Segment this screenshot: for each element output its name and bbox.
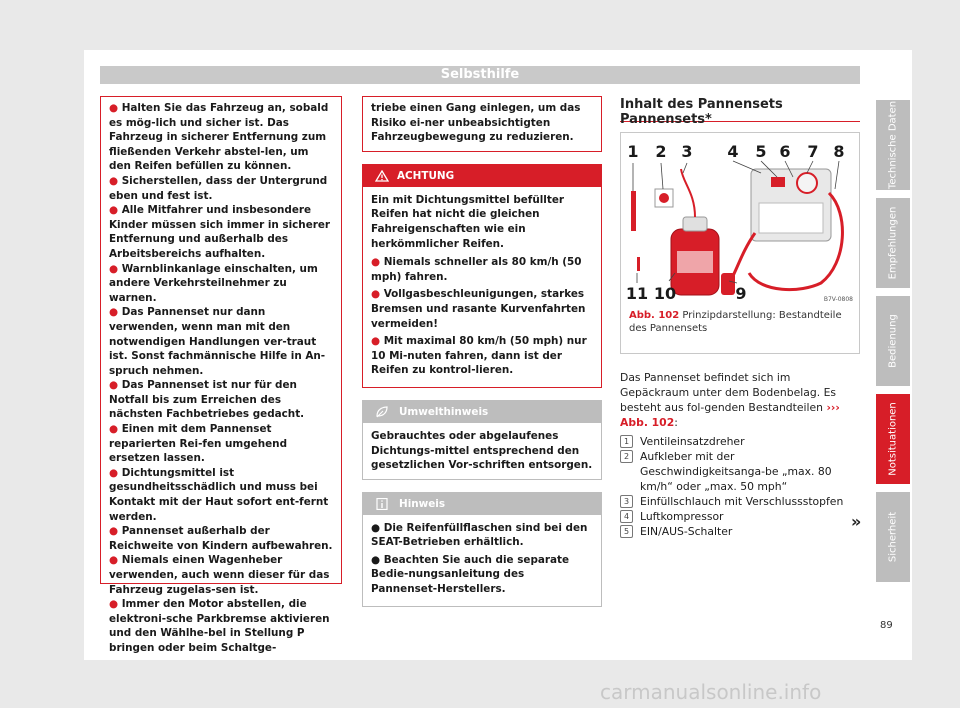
warning-box: [362, 164, 602, 388]
info-icon: [375, 498, 389, 510]
component-list-item: [620, 434, 860, 449]
warning-bullet: [371, 255, 593, 284]
bullet-text: Das Pannenset ist nur für den Notfall bis zum Erreichen des nächsten Fachbetriebes gedacht.: [109, 379, 305, 421]
bullet-text: Niemals schneller als 80 km/h (50 mph) fahren.: [371, 256, 582, 283]
figure-callout-label: 7: [807, 142, 819, 161]
tab-label: Empfehlungen: [887, 206, 899, 280]
safety-bullet: [109, 597, 333, 655]
note-body: [363, 515, 601, 606]
figure-callout-label: 2: [655, 142, 667, 161]
bullet-dot-icon: ●: [109, 466, 122, 479]
compressor-label-area: [759, 203, 823, 233]
figure-callout-label: 3: [681, 142, 693, 161]
intro-colon: :: [674, 416, 678, 429]
environment-title: Umwelthinweis: [399, 405, 489, 418]
tab-sicherheit[interactable]: [876, 492, 910, 582]
bullet-dot-icon: ●: [109, 306, 122, 319]
bullet-dot-icon: ●: [371, 335, 384, 348]
bullet-text: Pannenset außerhalb der Reichweite von Kindern aufbewahren.: [109, 525, 333, 552]
figure-callout-label: 8: [833, 142, 845, 161]
switch-shape: [771, 177, 785, 187]
tab-label: Notsituationen: [887, 402, 899, 476]
bullet-dot-icon: ●: [371, 553, 384, 566]
tab-bedienung[interactable]: [876, 296, 910, 386]
page-header: Selbsthilfe: [100, 66, 860, 84]
warning-intro: Ein mit Dichtungsmittel befüllter Reifen hat nicht die gleichen Fahreigenschaften wie ein herkömmlicher Reifen.: [371, 193, 564, 250]
environment-header: [363, 401, 601, 423]
bullet-text: Das Pannenset nur dann verwenden, wenn man mit den notwendigen Handlungen ver-traut ist. Sonst fachmännische Hilfe in An-spruch nehmen.: [109, 306, 326, 377]
component-name: Einfüllschlauch mit Verschlussstopfen: [640, 495, 844, 508]
component-list-item: [620, 449, 860, 494]
safety-bullet: [109, 378, 333, 422]
tab-label: Sicherheit: [887, 511, 899, 563]
bullet-text: Beachten Sie auch die separate Bedie-nungsanleitung des Pannenset-Herstellers.: [371, 553, 570, 596]
section-title: Inhalt des Pannensets Pannensets*: [620, 96, 860, 122]
leaf-icon: [375, 406, 389, 418]
component-list-item: [620, 509, 860, 524]
bullet-text: Dichtungsmittel ist gesundheitsschädlich und muss bei Kontakt mit der Haut sofort ent-fernt werden.: [109, 466, 329, 523]
figure-callout-label: 4: [727, 142, 739, 161]
spare-valve-shape: [637, 257, 640, 271]
intro-text: Das Pannenset befindet sich im Gepäckraum unter dem Bodenbelag. Es besteht aus fol-genden Bestandteilen: [620, 371, 837, 414]
figure-callout-label: 10: [653, 284, 677, 303]
note-header: [363, 493, 601, 515]
warning-header: [363, 165, 601, 187]
figure-code: B7V-0808: [823, 296, 853, 303]
component-list: [620, 434, 860, 539]
component-list-item: [620, 494, 860, 509]
warning-title: ACHTUNG: [397, 169, 455, 182]
safety-bullet: [109, 262, 333, 306]
bullet-dot-icon: ●: [109, 598, 122, 611]
figure-caption: [621, 305, 859, 335]
continue-arrow-icon: »: [851, 512, 862, 531]
figure-callout-label: 9: [735, 284, 747, 303]
bullet-text: Mit maximal 80 km/h (50 mph) nur 10 Mi-nuten fahren, dann ist der Reifen zu kontrol-lieren.: [371, 335, 587, 377]
bullet-text: Niemals einen Wagenheber verwenden, auch wenn dieser für das Fahrzeug zugelas-sen ist.: [109, 554, 330, 596]
bullet-text: Alle Mitfahrer und insbesondere Kinder müssen sich immer in sicherer Entfernung und außerhalb des Arbeitsbereichs aufhalten.: [109, 204, 331, 260]
page-number: 89: [880, 620, 893, 631]
note-bullet: [371, 553, 593, 597]
valve-tool-shape: [631, 191, 636, 231]
safety-bullet: [109, 305, 333, 378]
watermark: carmanualsonline.info: [600, 680, 822, 704]
bullet-text: Warnblinkanlage einschalten, um andere Verkehrsteilnehmer zu warnen.: [109, 262, 318, 304]
tab-technische-daten[interactable]: [876, 100, 910, 190]
component-number-badge: 3: [620, 495, 633, 508]
bullet-dot-icon: ●: [109, 174, 122, 187]
safety-bullet: [109, 422, 333, 466]
continuation-box: [362, 96, 602, 152]
figure-box: [620, 132, 860, 354]
bullet-dot-icon: ●: [109, 262, 122, 275]
tab-empfehlungen[interactable]: [876, 198, 910, 288]
component-number-badge: 5: [620, 525, 633, 538]
component-name: EIN/AUS-Schalter: [640, 525, 733, 538]
bullet-text: Halten Sie das Fahrzeug an, sobald es mög-lich und sicher ist. Das Fahrzeug in sicherer Entfernung zum fließenden Verkehr abstel-len, um den Reifen befüllen zu können.: [109, 102, 329, 173]
column-middle: [362, 96, 602, 619]
bullet-text: Vollgasbeschleunigungen, starkes Bremsen und rasante Kurvenfahrten vermeiden!: [371, 288, 586, 330]
warning-body: [363, 187, 601, 387]
chapter-tabs: [876, 100, 910, 590]
warning-bullet: [371, 287, 593, 331]
warning-triangle-icon: [375, 170, 389, 182]
safety-bullet: [109, 553, 333, 597]
component-list-item: [620, 524, 860, 539]
safety-bullet: [109, 203, 333, 261]
safety-bullet: [109, 174, 333, 203]
plug-shape: [721, 273, 735, 295]
bullet-dot-icon: ●: [371, 521, 384, 534]
tire-kit-illustration: [621, 133, 859, 305]
component-number-badge: 4: [620, 510, 633, 523]
bullet-dot-icon: ●: [109, 204, 122, 217]
safety-bullet-box: [100, 96, 342, 654]
figure-callout-label: 1: [627, 142, 639, 161]
note-title: Hinweis: [399, 497, 446, 510]
column-right: [620, 96, 860, 539]
component-number-badge: 2: [620, 450, 633, 463]
bullet-dot-icon: ●: [109, 102, 122, 114]
component-name: Ventileinsatzdreher: [640, 435, 745, 448]
bullet-dot-icon: ●: [371, 256, 384, 269]
tab-label: Technische Daten: [887, 100, 899, 190]
bottle-label-shape: [677, 251, 713, 273]
note-box: [362, 492, 602, 607]
figure-callout-label: 11: [625, 284, 649, 303]
bullet-dot-icon: ●: [109, 525, 122, 538]
bullet-dot-icon: ●: [371, 288, 384, 301]
component-name: Aufkleber mit der Geschwindigkeitsanga-be „max. 80 km/h“ oder „max. 50 mph“: [640, 450, 832, 493]
bullet-text: Sicherstellen, dass der Untergrund eben und fest ist.: [109, 174, 328, 202]
bullet-text: Immer den Motor abstellen, die elektroni-sche Parkbremse aktivieren und den Wählhe-bel in Stellung P bringen oder beim Schaltge-: [109, 598, 330, 654]
figure-number: Abb. 102: [629, 310, 680, 321]
component-name: Luftkompressor: [640, 510, 724, 523]
tab-label: Bedienung: [887, 314, 899, 368]
note-bullet: [371, 521, 593, 550]
environment-text: Gebrauchtes oder abgelaufenes Dichtungs-mittel entsprechend den gesetzlichen Vor-schriften entsorgen.: [371, 429, 593, 472]
tab-notsituationen[interactable]: [876, 394, 910, 484]
bullet-dot-icon: ●: [109, 379, 122, 392]
figure-reference-link[interactable]: ››› Abb. 102: [620, 401, 840, 429]
figure-callout-label: 6: [779, 142, 791, 161]
figure-callout-label: 5: [755, 142, 767, 161]
bullet-text: Einen mit dem Pannenset reparierten Rei-fen umgehend ersetzen lassen.: [109, 423, 288, 465]
safety-bullet: [109, 101, 333, 174]
warning-bullet: [371, 334, 593, 378]
safety-bullet: [109, 466, 333, 524]
figure-caption-text: Prinzipdarstellung: Bestandteile des Pannensets: [629, 310, 842, 334]
intro-paragraph: [620, 370, 860, 430]
bullet-dot-icon: ●: [109, 554, 122, 567]
sticker-dot-shape: [659, 193, 669, 203]
bullet-dot-icon: ●: [109, 423, 122, 436]
safety-bullet: [109, 524, 333, 553]
continuation-text: triebe einen Gang einlegen, um das Risiko ei-ner unbeabsichtigten Fahrzeugbewegung zu reduzieren.: [371, 102, 581, 144]
component-number-badge: 1: [620, 435, 633, 448]
pressure-gauge-shape: [797, 173, 817, 193]
environment-box: [362, 400, 602, 480]
bullet-text: Die Reifenfüllflaschen sind bei den SEAT-Betrieben erhältlich.: [371, 521, 588, 549]
bottle-cap-shape: [683, 217, 707, 231]
